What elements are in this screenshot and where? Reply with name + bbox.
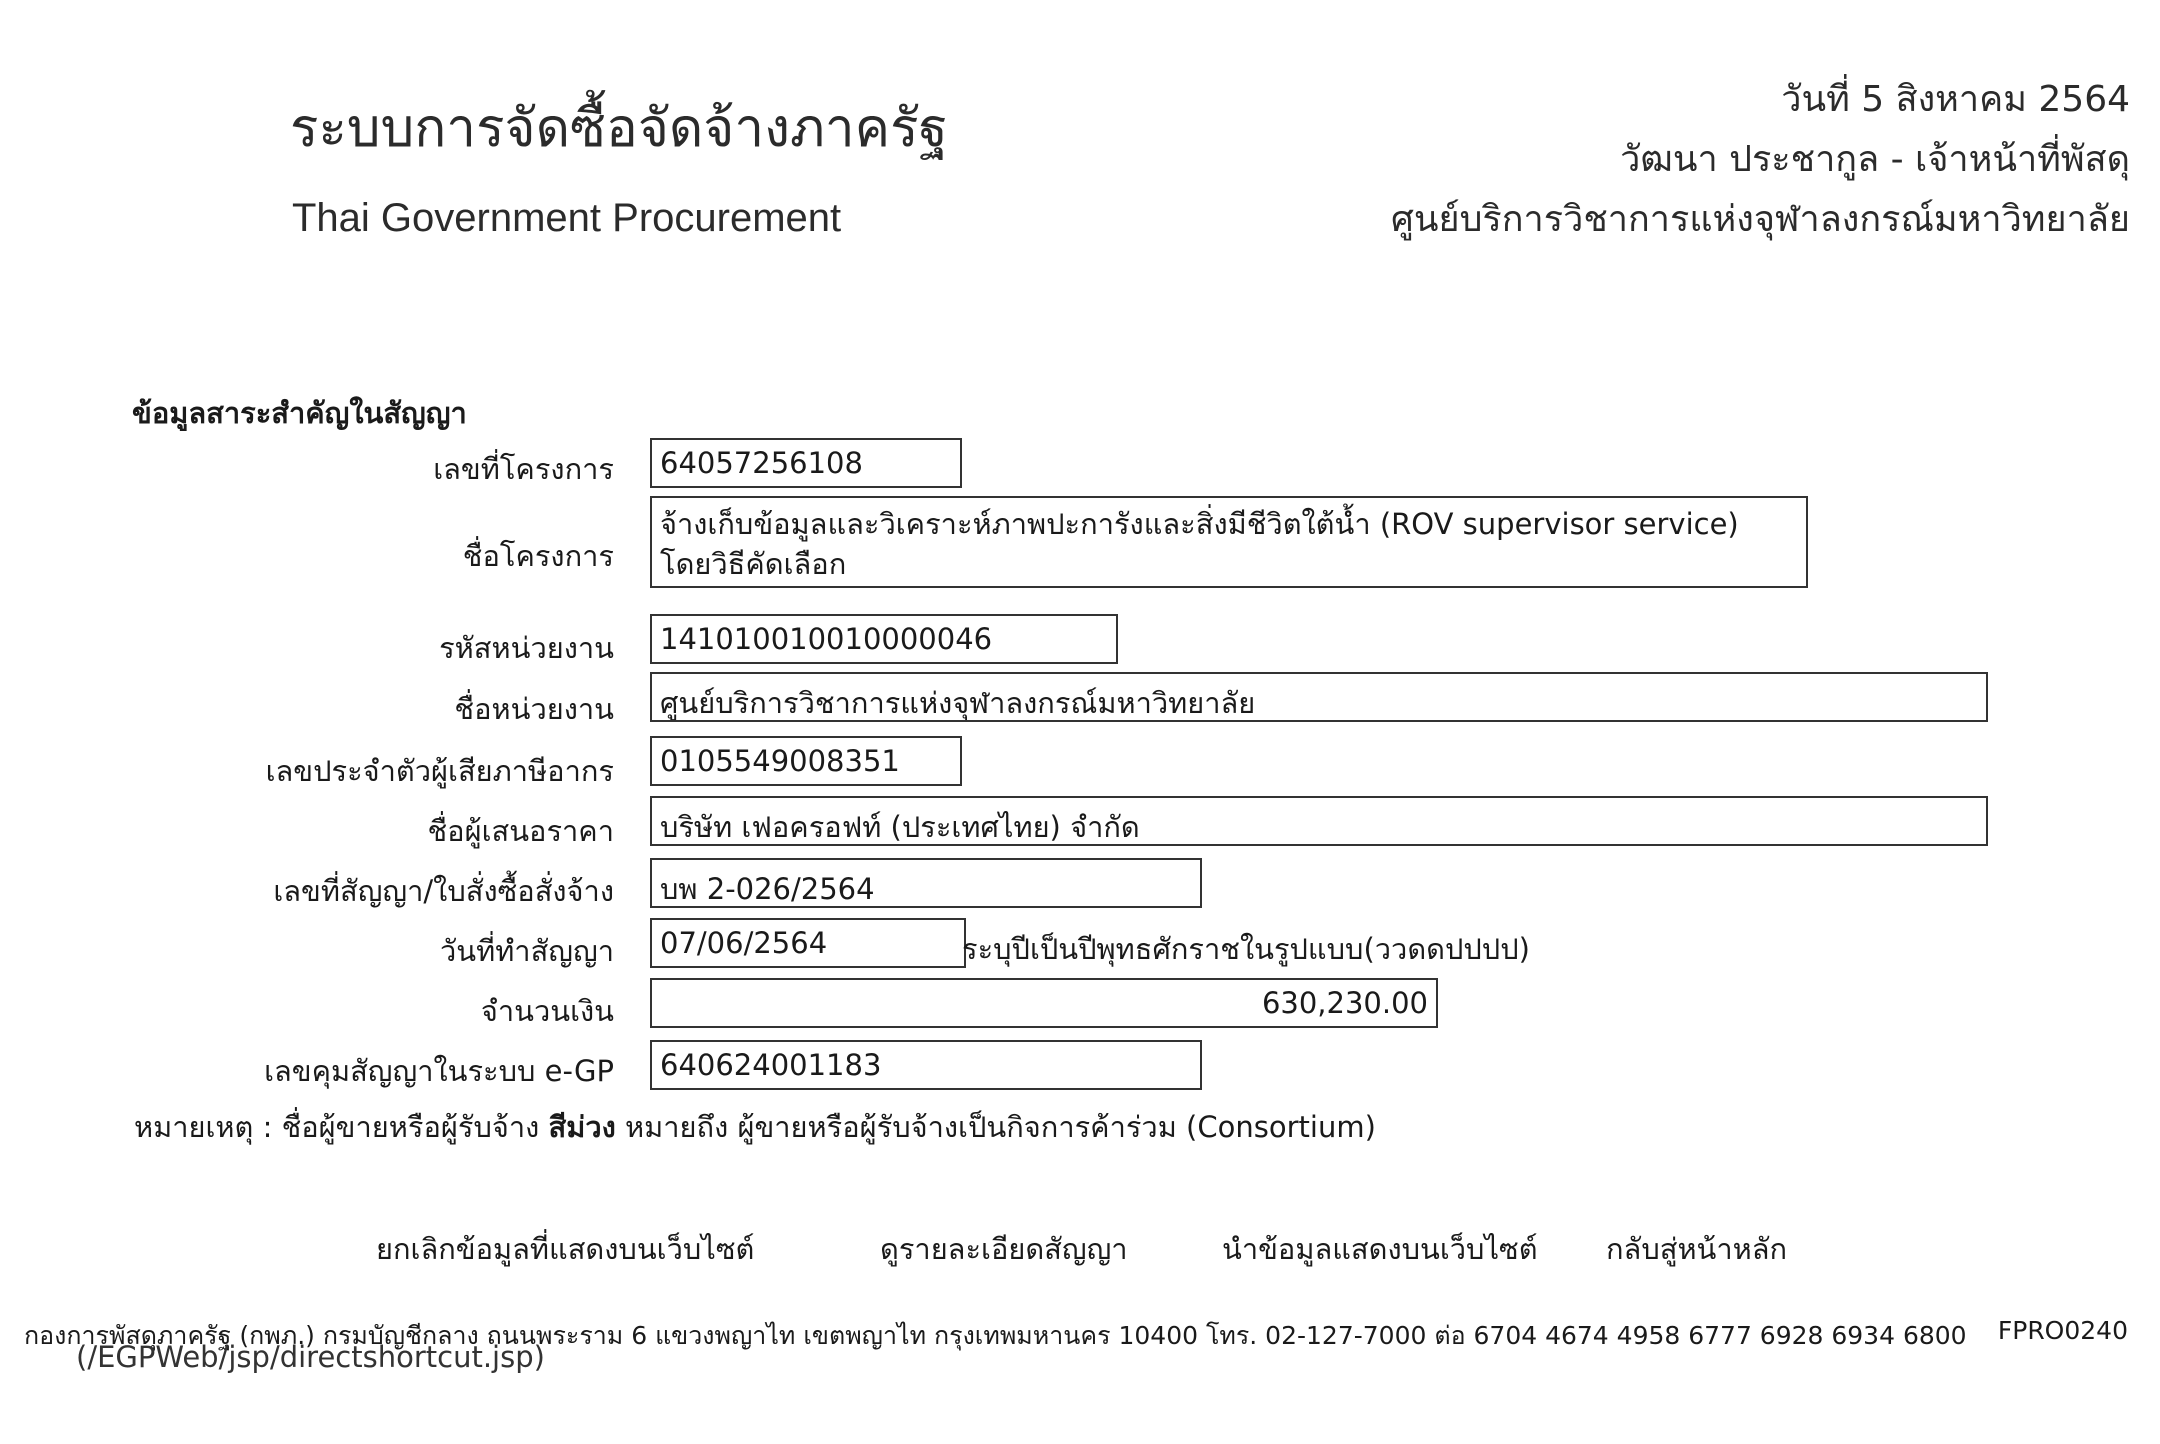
footer-url: (/EGPWeb/jsp/directshortcut.jsp) xyxy=(76,1340,545,1374)
system-title-english: Thai Government Procurement xyxy=(292,196,842,240)
footer-address: กองการพัสดุภาครัฐ (กพภ.) กรมบัญชีกลาง ถนนพระราม 6 แขวงพญาไท เขตพญาไท กรุงเทพมหานคร 10400 โทร. 02-127-7000 ต่อ 6704 4674 4958 6777 6928 6934 6800 xyxy=(24,1321,1967,1350)
amount-field[interactable]: 630,230.00 xyxy=(650,978,1438,1028)
project-name-field[interactable]: จ้างเก็บข้อมูลและวิเคราะห์ภาพปะการังและสิ่งมีชีวิตใต้น้ำ (ROV supervisor service) โดยวิธีคัดเลือก xyxy=(650,496,1808,588)
remark-prefix: หมายเหตุ : ชื่อผู้ขายหรือผู้รับจ้าง xyxy=(134,1110,549,1144)
remark-note xyxy=(134,1104,1376,1150)
amount-label: จำนวนเงิน xyxy=(480,994,614,1028)
project-no-label: เลขที่โครงการ xyxy=(433,452,614,486)
contract-date-field[interactable]: 07/06/2564 xyxy=(650,918,966,968)
header-info xyxy=(1391,70,2130,250)
header-date: วันที่ 5 สิงหาคม 2564 xyxy=(1781,79,2130,120)
header-agency: ศูนย์บริการวิชาการแห่งจุฬาลงกรณ์มหาวิทยาลัย xyxy=(1391,199,2130,240)
tax-id-label: เลขประจำตัวผู้เสียภาษีอากร xyxy=(265,754,614,788)
unit-name-field[interactable]: ศูนย์บริการวิชาการแห่งจุฬาลงกรณ์มหาวิทยาลัย xyxy=(650,672,1988,722)
egp-control-no-label: เลขคุมสัญญาในระบบ e-GP xyxy=(264,1054,614,1088)
project-name-label: ชื่อโครงการ xyxy=(462,539,614,573)
contract-date-hint: ระบุปีเป็นปีพุทธศักราชในรูปแบบ(ววดดปปปป) xyxy=(962,932,1530,966)
bidder-name-label: ชื่อผู้เสนอราคา xyxy=(427,814,614,848)
remark-suffix: หมายถึง ผู้ขายหรือผู้รับจ้างเป็นกิจการค้าร่วม (Consortium) xyxy=(615,1110,1376,1144)
unit-code-field[interactable]: 141010010010000046 xyxy=(650,614,1118,664)
view-contract-detail-link[interactable]: ดูรายละเอียดสัญญา xyxy=(880,1232,1128,1266)
tax-id-field[interactable]: 0105549008351 xyxy=(650,736,962,786)
back-to-home-link[interactable]: กลับสู่หน้าหลัก xyxy=(1606,1232,1788,1266)
bidder-name-field[interactable]: บริษัท เฟอครอฟท์ (ประเทศไทย) จำกัด xyxy=(650,796,1988,846)
remark-highlight: สีม่วง xyxy=(548,1110,616,1144)
publish-data-link[interactable]: นำข้อมูลแสดงบนเว็บไซต์ xyxy=(1222,1232,1538,1266)
cancel-publish-link[interactable]: ยกเลิกข้อมูลที่แสดงบนเว็บไซต์ xyxy=(376,1232,755,1266)
contract-date-label: วันที่ทำสัญญา xyxy=(439,934,614,968)
footer-page-code: FPRO0240 xyxy=(1997,1316,2128,1345)
egp-control-no-field[interactable]: 640624001183 xyxy=(650,1040,1202,1090)
unit-code-label: รหัสหน่วยงาน xyxy=(439,631,614,665)
contract-no-field[interactable]: บพ 2-026/2564 xyxy=(650,858,1202,908)
contract-no-label: เลขที่สัญญา/ใบสั่งซื้อสั่งจ้าง xyxy=(273,874,614,908)
header-officer: วัฒนา ประชากูล - เจ้าหน้าที่พัสดุ xyxy=(1620,139,2130,180)
system-title-thai: ระบบการจัดซื้อจัดจ้างภาครัฐ xyxy=(290,98,948,159)
section-title: ข้อมูลสาระสำคัญในสัญญา xyxy=(132,396,467,430)
project-no-field[interactable]: 64057256108 xyxy=(650,438,962,488)
unit-name-label: ชื่อหน่วยงาน xyxy=(454,692,614,726)
